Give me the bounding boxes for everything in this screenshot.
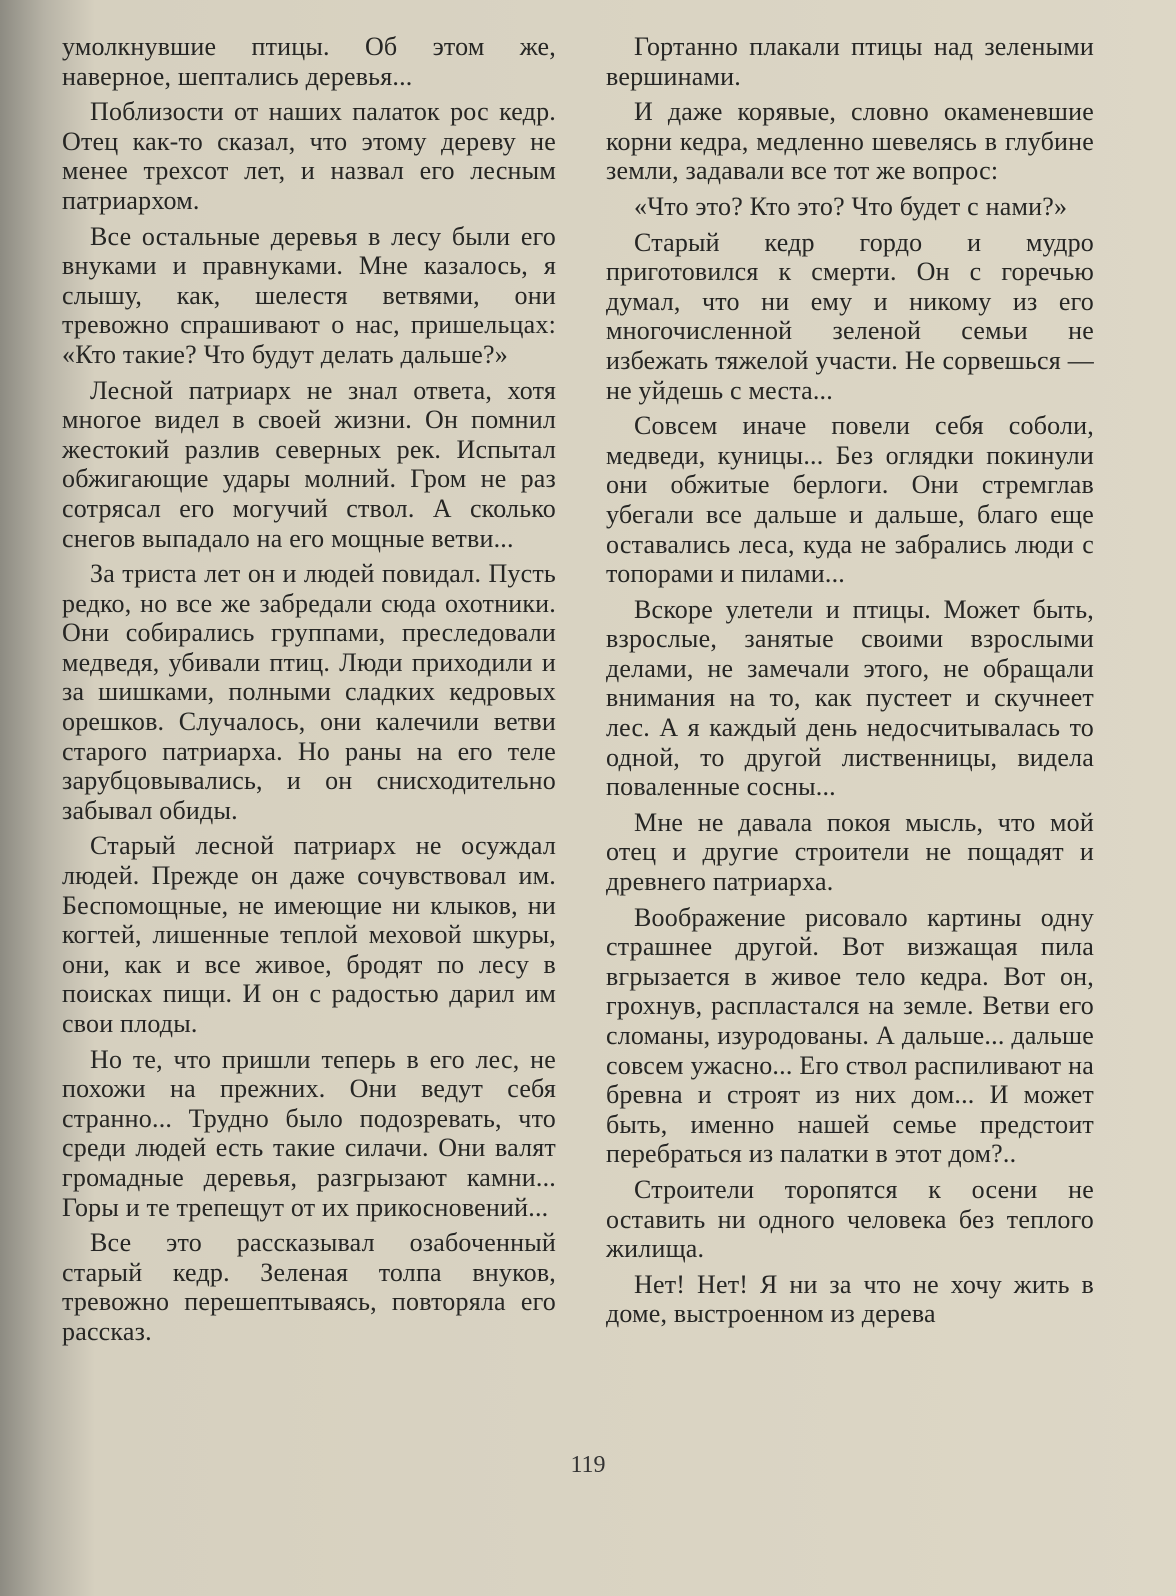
paragraph: За триста лет он и людей повидал. Пусть редко, но все же забредали сюда охотники. Они собирались группами, преследовали медведя, убивали птиц. Люди приходили и за шишками, полными сладких кедровых орешков. Случалось, они калечили ветви старого патриарха. Но раны на его теле зарубцовывались, и он снисходительно забывал обиды. [62, 559, 556, 825]
paragraph: Лесной патриарх не знал ответа, хотя многое видел в своей жизни. Он помнил жестокий разлив северных рек. Испытал обжигающие удары молний. Гром не раз сотрясал его могучий ствол. А сколько снегов выпадало на его мощные ветви... [62, 375, 556, 553]
page-number: 119 [570, 1452, 606, 1478]
right-column [606, 32, 1094, 1329]
paragraph: Нет! Нет! Я ни за что не хочу жить в доме, выстроенном из дерева [606, 1269, 1094, 1329]
paragraph: Все остальные деревья в лесу были его внуками и правнуками. Мне казалось, я слышу, как, шелестя ветвями, они тревожно спрашивают о нас, пришельцах: «Кто такие? Что будут делать дальше?» [62, 221, 556, 369]
paragraph: Мне не давала покоя мысль, что мой отец и другие строители не пощадят и древнего патриарха. [606, 807, 1094, 897]
left-column [62, 32, 556, 1347]
paragraph: Строители торопятся к осени не оставить ни одного человека без теплого жилища. [606, 1174, 1094, 1264]
paragraph: Гортанно плакали птицы над зелеными вершинами. [606, 32, 1094, 91]
paragraph: Но те, что пришли теперь в его лес, не похожи на прежних. Они ведут себя странно... Трудно было подозревать, что среди людей есть такие силачи. Они валят громадные деревья, разгрызают камни... Горы и те трепещут от их прикосновений... [62, 1044, 556, 1222]
paragraph: Старый кедр гордо и мудро приготовился к смерти. Он с горечью думал, что ни ему и никому из его многочисленной зеленой семьи не избежать тяжелой участи. Не сорвешься — не уйдешь с места... [606, 227, 1094, 405]
paragraph: «Что это? Кто это? Что будет с нами?» [634, 191, 1068, 221]
paragraph: умолкнувшие птицы. Об этом же, наверное, шептались деревья... [62, 32, 556, 91]
paragraph: И даже корявые, словно окаменевшие корни кедра, медленно шевелясь в глубине земли, задавали все тот же вопрос: [606, 97, 1094, 186]
paragraph: Все это рассказывал озабоченный старый кедр. Зеленая толпа внуков, тревожно перешептываясь, повторяла его рассказ. [62, 1228, 556, 1346]
paragraph: Воображение рисовало картины одну страшнее другой. Вот визжащая пила вгрызается в живое тело кедра. Вот он, грохнув, распластался на земле. Ветви его сломаны, изуродованы. А дальше... дальше совсем ужасно... Его ствол распиливают на бревна и строят из них дом... И может быть, именно нашей семье предстоит перебраться из палатки в этот дом?.. [606, 902, 1094, 1169]
paragraph: Вскоре улетели и птицы. Может быть, взрослые, занятые своими взрослыми делами, не замечали этого, не обращали внимания на то, как пустеет и скучнеет лес. А я каждый день недосчитывалась то одной, то другой лиственницы, видела поваленные сосны... [606, 594, 1094, 802]
paragraph: Совсем иначе повели себя соболи, медведи, куницы... Без оглядки покинули они обжитые берлоги. Они стремглав убегали все дальше и дальше, благо еще оставались леса, куда не забрались люди с топорами и пилами... [606, 411, 1094, 589]
paragraph: Старый лесной патриарх не осуждал людей. Прежде он даже сочувствовал им. Беспомощные, не имеющие ни клыков, ни когтей, лишенные теплой меховой шкуры, они, как и все живое, бродят по лесу в поисках пищи. И он с радостью дарил им свои плоды. [62, 831, 556, 1038]
paragraph: Поблизости от наших палаток рос кедр. Отец как-то сказал, что этому дереву не менее трехсот лет, и назвал его лесным патриархом. [62, 97, 556, 215]
